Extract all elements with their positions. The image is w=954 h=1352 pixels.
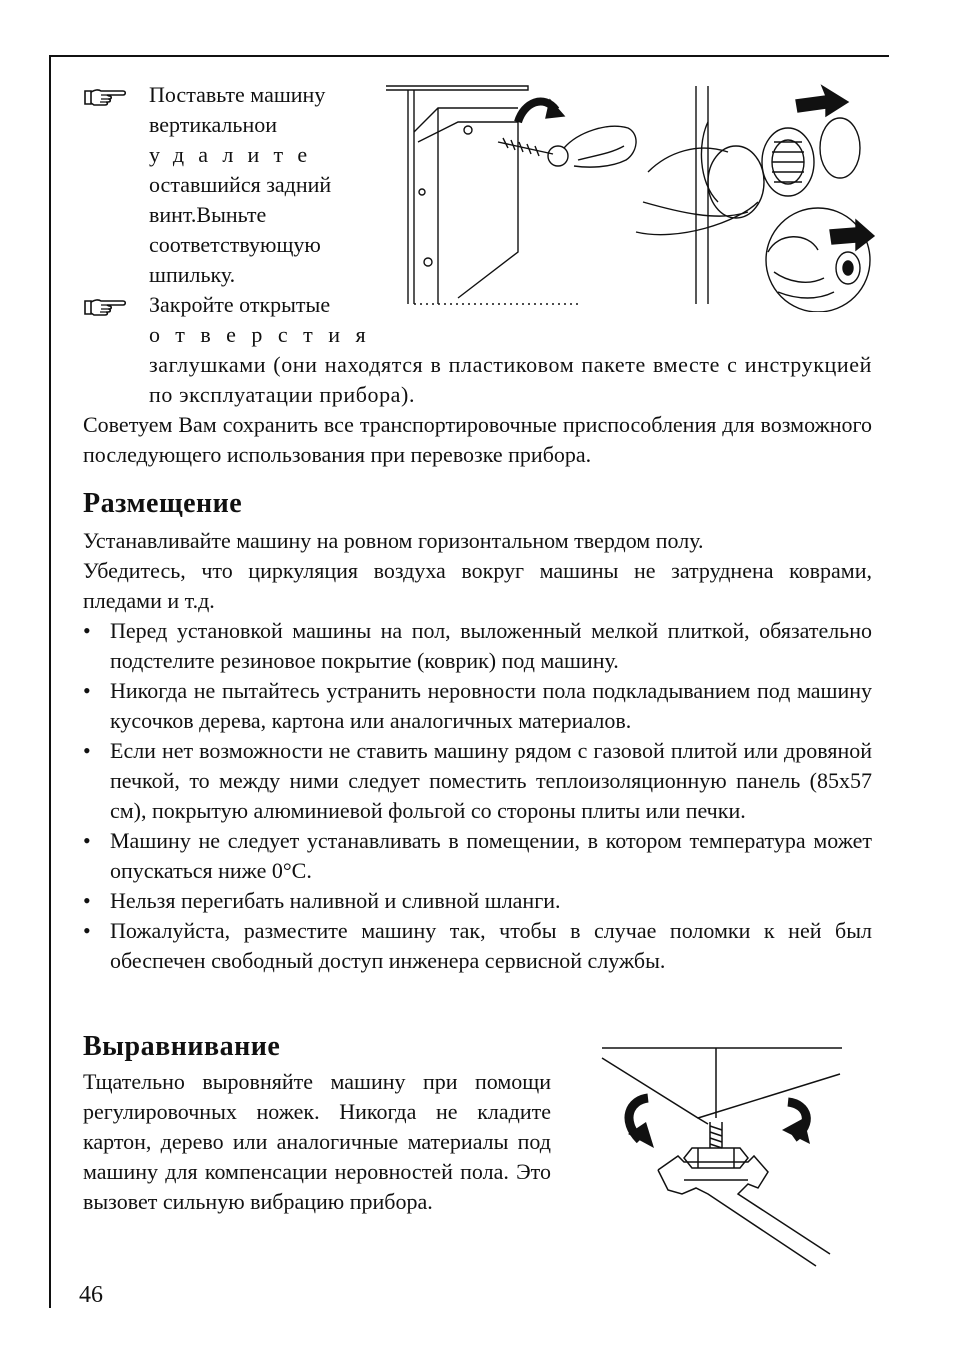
pointing-hand-icon [83, 86, 127, 108]
note1-word: и [265, 112, 278, 137]
list-item [83, 916, 872, 976]
list-item [83, 886, 872, 916]
leveling-paragraph: Тщательно выровняйте машину при помощи регулировочных ножек. Никогда не кладите картон, дерево или аналогичные материалы под машину для компенсации неровностей пола. Это вызовет сильную вибрацию прибора. [83, 1069, 551, 1214]
note1-line-split [149, 200, 351, 230]
leveling-foot-illustration [598, 1044, 844, 1270]
note1-word: вертикально [149, 112, 266, 137]
placement-p2: Убедитесь, что циркуляция воздуха вокруг машины не затруднена коврами, пледами и т.д. [83, 558, 872, 613]
leveling-heading: Выравнивание [83, 1031, 281, 1062]
note1-line: оставшийся задний [149, 172, 332, 197]
bullet-dot: • [83, 678, 91, 703]
top-rule [49, 55, 889, 57]
left-rule [49, 55, 51, 1308]
note2-continuation: заглушками (они находятся в пластиковом пакете вместе с инструкцией по эксплуатации прибора). [149, 352, 872, 407]
note1-word: винт. [149, 202, 197, 227]
bullet-dot: • [83, 918, 91, 943]
note1-line: соответствующую [149, 232, 321, 257]
note1-line: Поставьте машину [149, 82, 326, 107]
placement-heading: Размещение [83, 488, 243, 519]
bullet-text: Никогда не пытайтесь устранить неровности пола подкладыванием под машину кусочков дерева, картона или аналогичных материалов. [110, 678, 872, 733]
bullet-dot: • [83, 828, 91, 853]
bullet-text: Пожалуйста, разместите машину так, чтобы в случае поломки к ней был обеспечен свободный доступ инженера сервисной службы. [110, 918, 872, 973]
list-item [83, 616, 872, 676]
placement-p1: Устанавливайте машину на ровном горизонтальном твердом полу. [83, 528, 704, 553]
bullet-text: Перед установкой машины на пол, выложенный мелкой плиткой, обязательно подстелите резиновое покрытие (коврик) под машину. [110, 618, 872, 673]
note1-line: шпильку. [149, 262, 236, 287]
bullet-dot: • [83, 888, 91, 913]
list-item [83, 736, 872, 826]
bullet-dot: • [83, 618, 91, 643]
list-item [83, 826, 872, 886]
bullet-dot: • [83, 738, 91, 763]
screw-removal-illustration [378, 72, 878, 312]
note2-line: Закройте открытые [149, 292, 331, 317]
bullet-text: Если нет возможности не ставить машину рядом с газовой плитой или дровяной печкой, то между ними следует поместить теплоизоляционную панель (85x57 см), покрытую алюминиевой фольгой со стороны плиты или печки. [110, 738, 872, 823]
note1-line: удалите [149, 142, 322, 167]
bullet-text: Нельзя перегибать наливной и сливной шланги. [110, 888, 561, 913]
bullet-text: Машину не следует устанавливать в помещении, в котором температура может опускаться ниже 0°С. [110, 828, 872, 883]
note1-line-split [149, 110, 351, 140]
note-1 [149, 80, 351, 290]
note2-line: отверстия [149, 322, 382, 347]
placement-bullet-list [83, 616, 872, 976]
note1-word: Выньте [196, 202, 267, 227]
page-number: 46 [79, 1282, 103, 1308]
pointing-hand-icon [83, 296, 127, 318]
note-2 [149, 290, 382, 350]
list-item [83, 676, 872, 736]
advice-paragraph: Советуем Вам сохранить все транспортировочные приспособления для возможного последующего использования при перевозке прибора. [83, 412, 872, 467]
